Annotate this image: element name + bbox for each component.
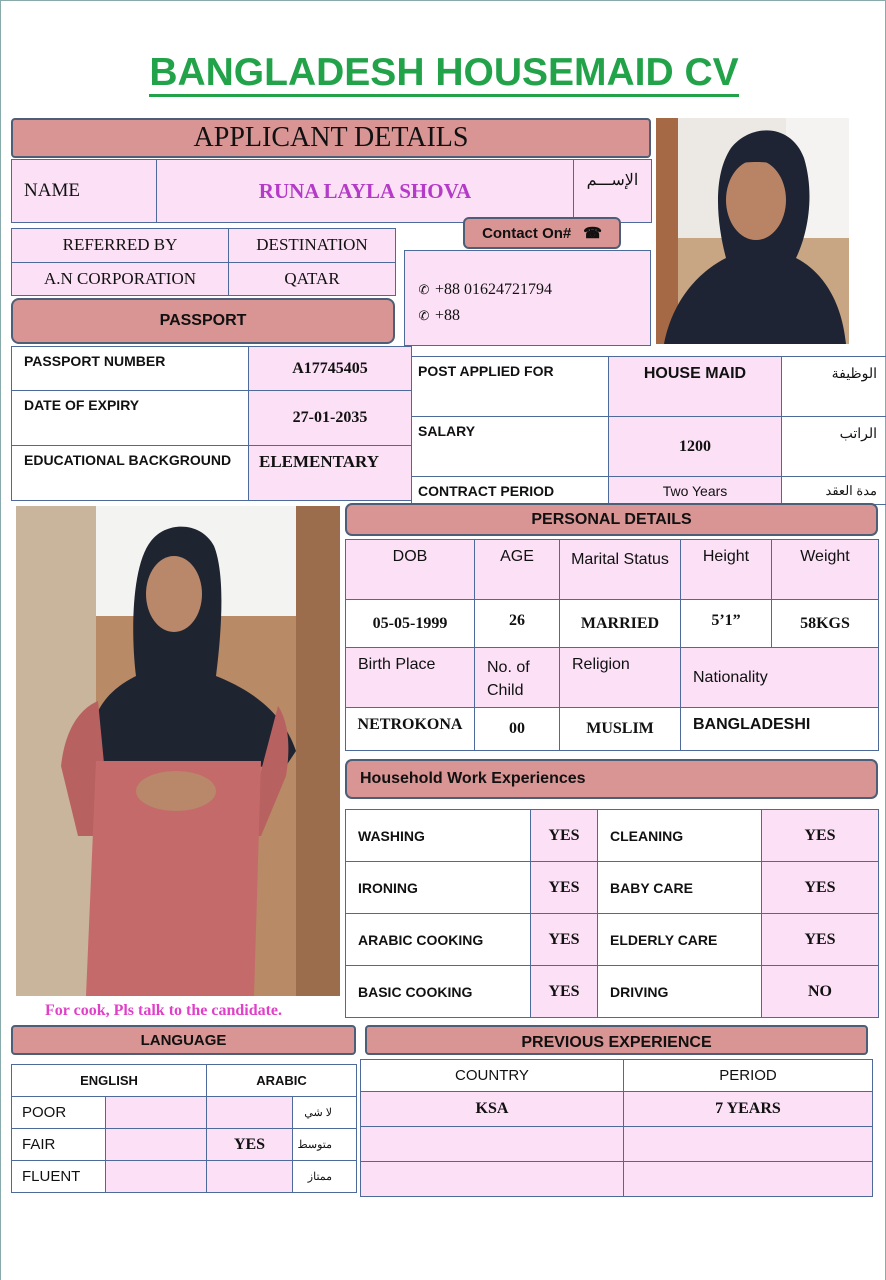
name-table [11,159,652,223]
previous-experience-row [361,1092,873,1127]
weight-label: Weight [772,540,879,600]
passport-number-value: A17745405 [249,347,412,391]
task-value: YES [531,810,598,862]
full-body-photo-image [16,506,340,996]
marital-status-label: Marital Status [560,540,681,600]
expiry-date-value: 27-01-2035 [249,391,412,446]
period-value: 7 YEARS [624,1092,873,1127]
marital-status-value: MARRIED [560,600,681,648]
period-value [624,1162,873,1197]
birth-place-value: NETROKONA [346,708,475,751]
task-label: BABY CARE [598,862,762,914]
passport-table [11,346,412,501]
contact-header [463,217,621,249]
phone-secondary: ✆ +88 [417,303,650,329]
weight-value: 58KGS [772,600,879,648]
task-label: IRONING [346,862,531,914]
contact-box [404,250,651,346]
education-value: ELEMENTARY [249,446,412,501]
household-row [346,862,879,914]
task-label: DRIVING [598,966,762,1018]
period-value [624,1127,873,1162]
task-value: YES [531,914,598,966]
nationality-label: Nationality [681,648,879,708]
arabic-level-value [207,1161,293,1193]
language-table [11,1064,357,1193]
previous-experience-table [360,1059,873,1197]
previous-experience-header: PREVIOUS EXPERIENCE [365,1025,868,1055]
language-level-label: POOR [12,1097,106,1129]
contract-label: CONTRACT PERIOD [412,477,609,505]
job-table [411,356,886,505]
applicant-details-header: APPLICANT DETAILS [11,118,651,158]
referral-table [11,228,396,296]
phone-primary: ✆ +88 01624721794 [417,277,650,303]
destination-value: QATAR [229,262,396,296]
language-row [12,1097,357,1129]
household-row [346,914,879,966]
task-label: ELDERLY CARE [598,914,762,966]
language-level-label: FAIR [12,1129,106,1161]
portrait-photo [656,118,849,344]
birth-place-label: Birth Place [346,648,475,708]
task-label: BASIC COOKING [346,966,531,1018]
page-title: BANGLADESH HOUSEMAID CV [1,51,886,95]
dob-label: DOB [346,540,475,600]
post-value: HOUSE MAID [609,357,782,417]
country-value [361,1127,624,1162]
portrait-photo-image [656,118,849,344]
arabic-level-label: لا شي [293,1097,357,1129]
contract-arabic-label: مدة العقد [782,477,886,505]
task-value: YES [531,862,598,914]
english-column-header: ENGLISH [12,1065,207,1097]
name-arabic-label: الإســـم [574,160,652,223]
passport-number-label: PASSPORT NUMBER [12,347,249,391]
height-value: 5’1” [681,600,772,648]
country-value [361,1162,624,1197]
personal-details-header: PERSONAL DETAILS [345,503,878,536]
salary-arabic-label: الراتب [782,417,886,477]
name-label: NAME [12,160,157,223]
household-table [345,809,879,1018]
passport-header: PASSPORT [11,298,395,344]
arabic-column-header: ARABIC [207,1065,357,1097]
age-value: 26 [475,600,560,648]
arabic-level-value: YES [207,1129,293,1161]
height-label: Height [681,540,772,600]
salary-value: 1200 [609,417,782,477]
country-column-header: COUNTRY [361,1060,624,1092]
destination-label: DESTINATION [229,229,396,263]
full-body-photo [16,506,340,996]
household-row [346,966,879,1018]
salary-label: SALARY [412,417,609,477]
language-row [12,1129,357,1161]
arabic-level-label: ممتاز [293,1161,357,1193]
phone-handset-icon: ✆ [418,282,430,297]
language-row [12,1161,357,1193]
country-value: KSA [361,1092,624,1127]
contact-header-label: Contact On# [482,224,572,242]
post-label: POST APPLIED FOR [412,357,609,417]
referred-by-value: A.N CORPORATION [12,262,229,296]
name-value: RUNA LAYLA SHOVA [157,160,574,223]
task-value: YES [762,914,879,966]
personal-table [345,539,879,751]
expiry-date-label: DATE OF EXPIRY [12,391,249,446]
task-value: YES [762,862,879,914]
dob-value: 05-05-1999 [346,600,475,648]
referred-by-label: REFERRED BY [12,229,229,263]
english-level-value [106,1129,207,1161]
english-level-value [106,1097,207,1129]
cook-note: For cook, Pls talk to the candidate. [45,1002,283,1019]
task-label: ARABIC COOKING [346,914,531,966]
children-label: No. of Child [475,648,560,708]
period-column-header: PERIOD [624,1060,873,1092]
household-header: Household Work Experiences [345,759,878,799]
phone-handset-icon: ✆ [418,308,430,323]
arabic-level-label: متوسط [293,1129,357,1161]
task-label: WASHING [346,810,531,862]
religion-label: Religion [560,648,681,708]
task-value: NO [762,966,879,1018]
previous-experience-row [361,1162,873,1197]
age-label: AGE [475,540,560,600]
previous-experience-row [361,1127,873,1162]
telephone-icon: ☎ [583,225,602,242]
post-arabic-label: الوظيفة [782,357,886,417]
task-value: YES [531,966,598,1018]
contract-value: Two Years [609,477,782,505]
nationality-value: BANGLADESHI [681,708,879,751]
task-value: YES [762,810,879,862]
education-label: EDUCATIONAL BACKGROUND [12,446,249,501]
religion-value: MUSLIM [560,708,681,751]
language-header: LANGUAGE [11,1025,356,1055]
language-level-label: FLUENT [12,1161,106,1193]
household-row [346,810,879,862]
arabic-level-value [207,1097,293,1129]
english-level-value [106,1161,207,1193]
children-value: 00 [475,708,560,751]
task-label: CLEANING [598,810,762,862]
